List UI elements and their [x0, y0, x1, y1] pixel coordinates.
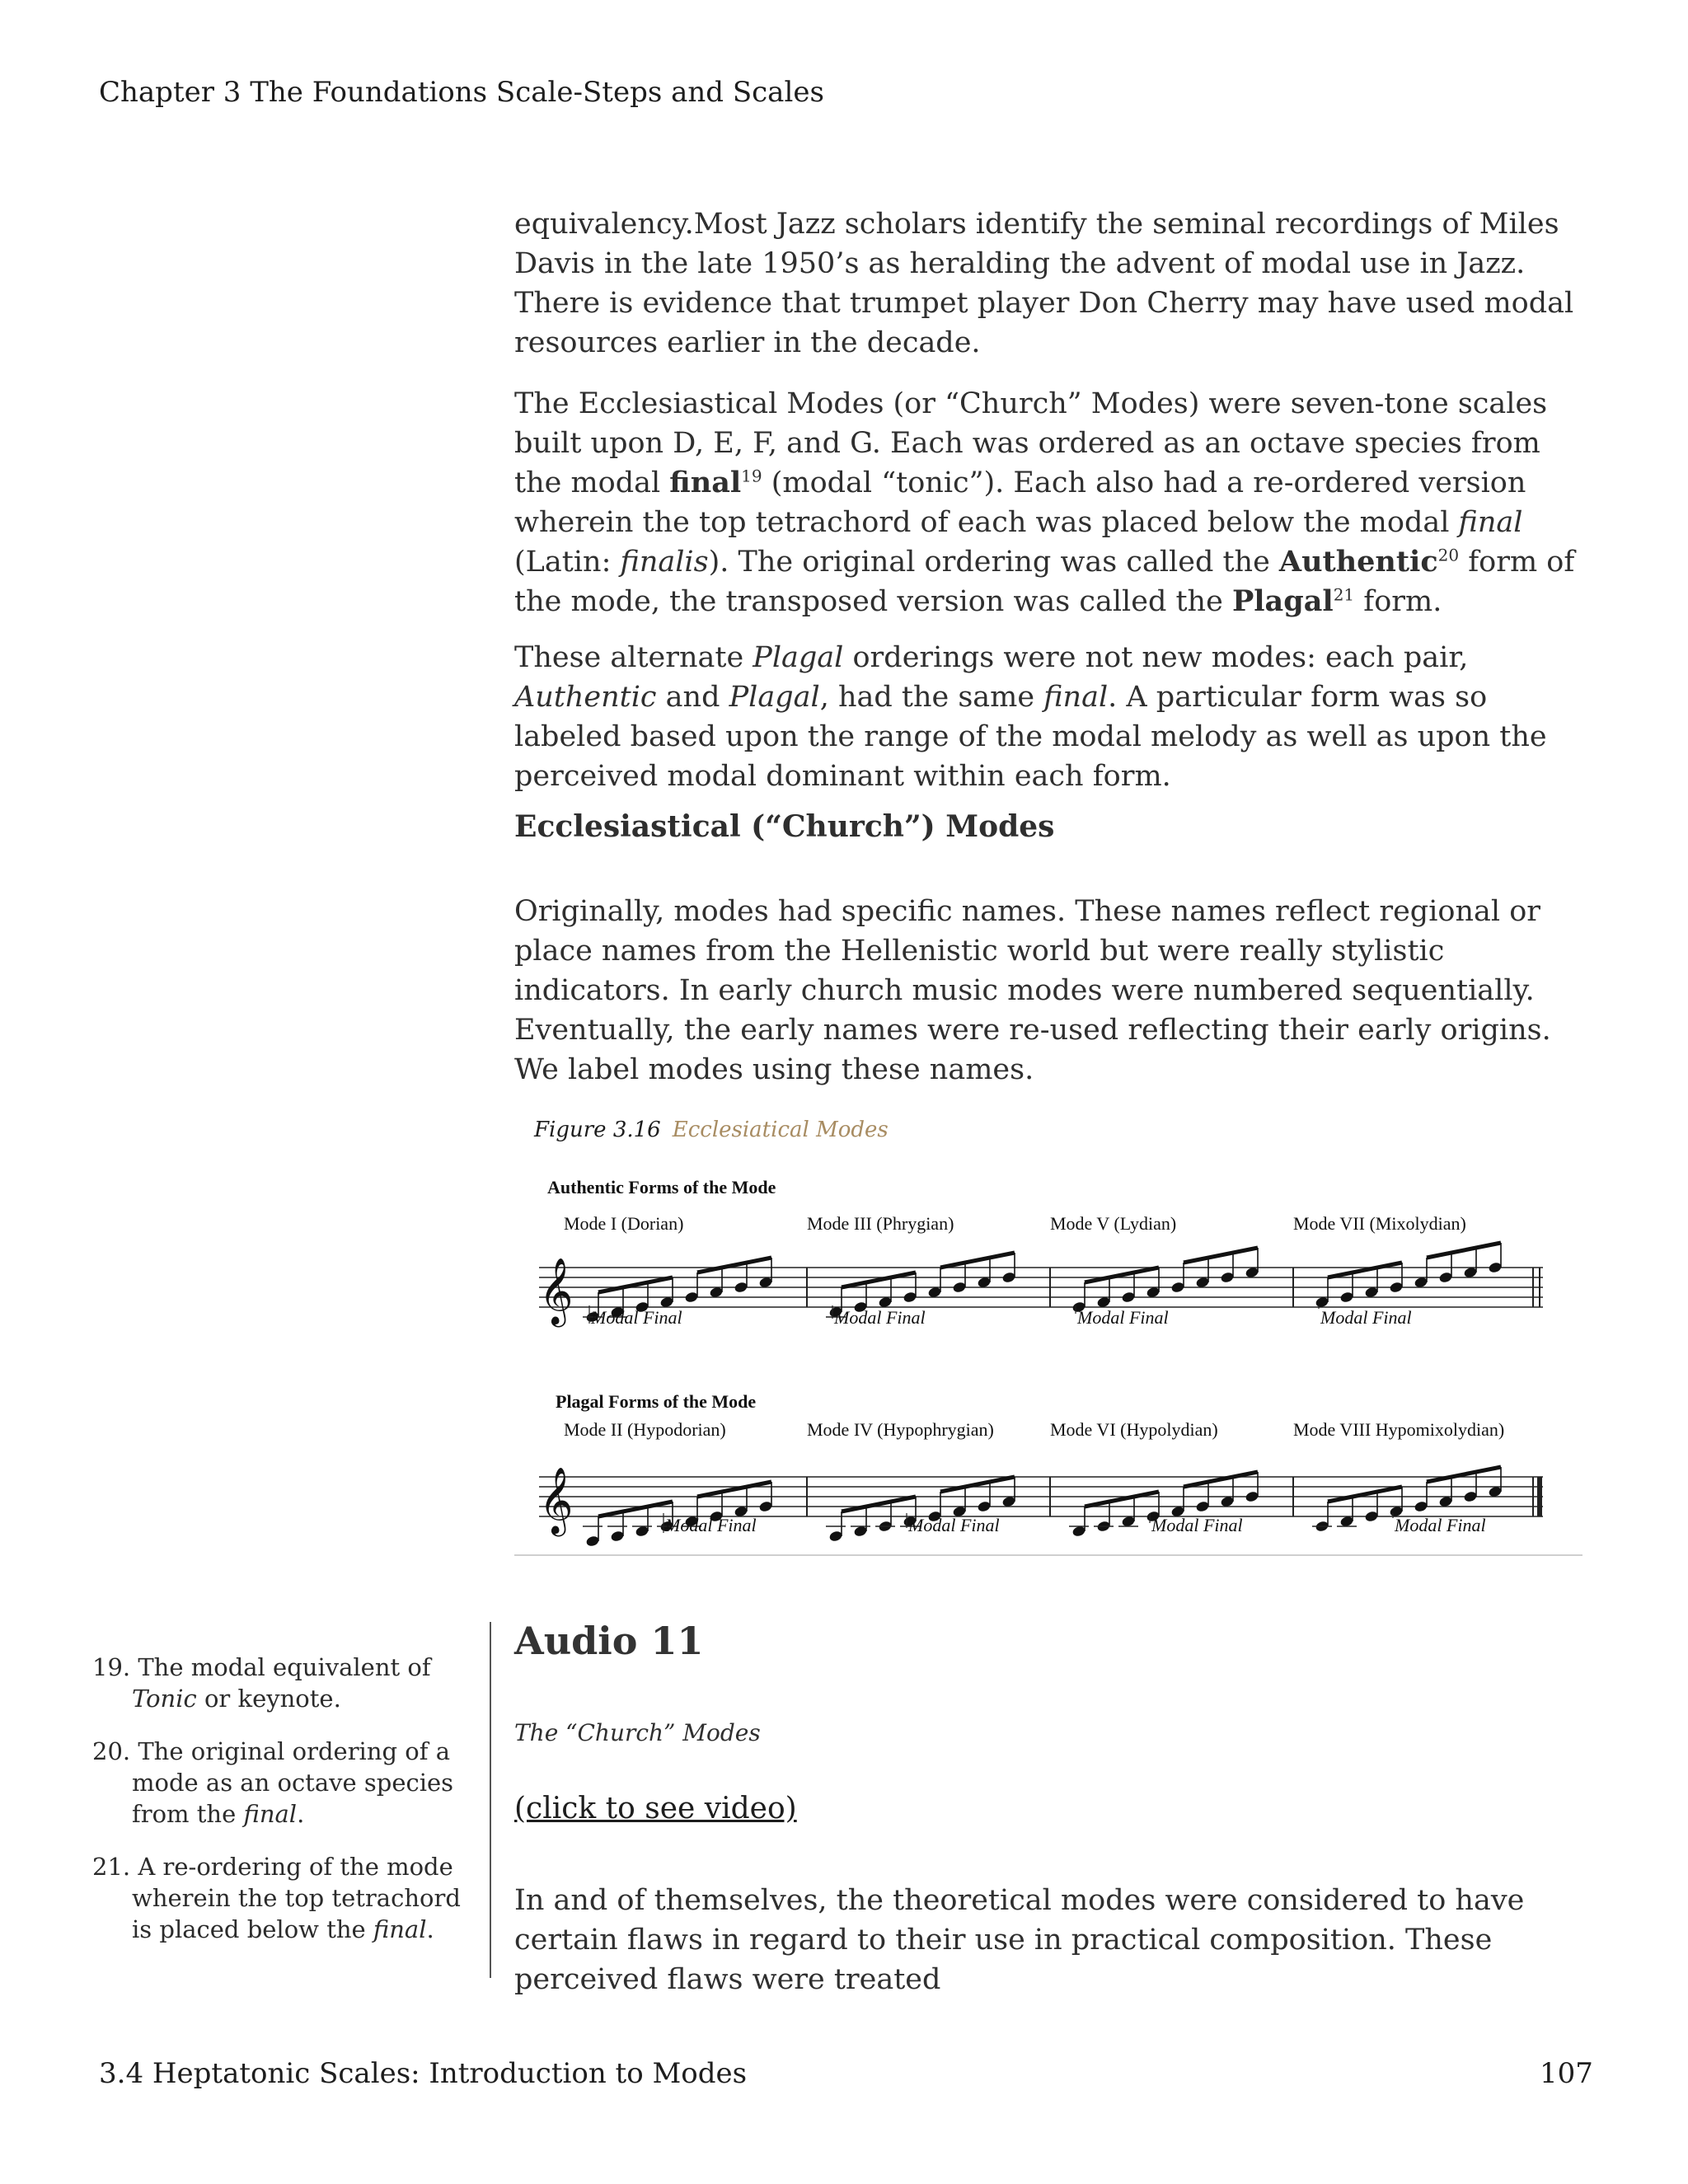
modal-final-label: Modal Final: [1395, 1515, 1486, 1535]
figure-bottom-rule: [514, 1554, 1582, 1556]
audio-subtitle: The “Church” Modes: [514, 1719, 761, 1746]
footnote-ref-21[interactable]: 21: [1333, 584, 1355, 605]
mode-label: Mode III (Phrygian): [807, 1213, 954, 1234]
modal-final-label: Modal Final: [1320, 1307, 1412, 1328]
audio-title: Audio 11: [514, 1619, 704, 1663]
footnote-ref-20[interactable]: 20: [1437, 545, 1460, 565]
note-beam: [598, 1502, 673, 1516]
note-beam: [1184, 1248, 1258, 1263]
authentic-forms-heading: Authentic Forms of the Mode: [547, 1177, 776, 1197]
footnotes-list: [92, 1652, 480, 1966]
note-beam: [940, 1477, 1015, 1492]
modal-final-label: Modal Final: [1077, 1307, 1169, 1328]
note-beam: [697, 1482, 771, 1497]
paragraph-jazz-modal: equivalency.Most Jazz scholars identify the seminal recordings of Miles Davis in the late 1950’s as heralding the advent of modal use in Jazz. There is evidence that trumpet player Don Cherry may have used modal resources earlier in the decade.: [514, 208, 1574, 359]
mode-label: Mode VIII Hypomixolydian): [1293, 1419, 1505, 1440]
paragraph-ecclesiastical-modes: The Ecclesiastical Modes (or “Church” Modes) were seven-tone scales built upon D, E, F, and G. Each was ordered as an octave species from the modal final$^{19}$ (modal “tonic”). Each also had a re-ordered version wherein the top tetrachord of each was placed below the modal final (Latin: finalis). The original ordering was called the Authentic$^{20}$ form of the mode, the transposed version was called the Plagal$^{21}$ form.: [514, 387, 1575, 618]
note-beam: [598, 1277, 673, 1292]
sidebar-divider: [490, 1622, 491, 1978]
note-beam: [1427, 1243, 1501, 1258]
paragraph-mode-names: Originally, modes had specific names. These names reflect regional or place names from the Hellenistic world but were really stylistic indicators. In early church music modes were numbered sequentially. Eventually, the early names were re-used reflecting their early origins. We label modes using these names.: [514, 895, 1551, 1086]
mode-label: Mode I (Dorian): [564, 1213, 684, 1234]
plagal-forms-heading: Plagal Forms of the Mode: [556, 1391, 757, 1412]
modal-final-label: Modal Final: [591, 1307, 682, 1328]
music-notation-figure: [514, 1160, 1582, 1561]
footnote-21: 21. A re-ordering of the mode wherein the top tetrachord is placed below the final.: [92, 1853, 461, 1943]
note-beam: [1085, 1268, 1159, 1282]
figure-caption: [534, 1118, 889, 1142]
footnote-19: 19. The modal equivalent of Tonic or keynote.: [92, 1653, 431, 1713]
note-beam: [1085, 1492, 1159, 1507]
treble-clef-icon: 𝄞: [539, 1466, 574, 1534]
footnote-20: 20. The original ordering of a mode as an octave species from the final.: [92, 1737, 454, 1828]
mode-label: Mode II (Hypodorian): [564, 1419, 726, 1440]
paragraph-plagal-orderings: These alternate Plagal orderings were not new modes: each pair, Authentic and Plagal, had the same final. A particular form was so labeled based upon the range of the modal melody as well as upon the perceived modal dominant within each form.: [514, 641, 1547, 793]
modal-final-label: Modal Final: [834, 1307, 926, 1328]
note-beam: [697, 1258, 771, 1272]
page-number: 107: [1540, 2057, 1593, 2090]
note-beam: [1184, 1472, 1258, 1487]
video-link[interactable]: (click to see video): [514, 1792, 797, 1825]
mode-label: Mode V (Lydian): [1050, 1213, 1177, 1234]
authentic-mode-labels: [564, 1213, 1466, 1234]
treble-clef-icon: 𝄞: [539, 1257, 574, 1324]
figure-number: Figure 3.16: [534, 1118, 661, 1142]
modal-final-label: Modal Final: [665, 1515, 757, 1535]
modal-final-label: Modal Final: [908, 1515, 1000, 1535]
footnote-ref-19[interactable]: 19: [741, 466, 762, 486]
note-beam: [1328, 1263, 1402, 1277]
footer-section-title: 3.4 Heptatonic Scales: Introduction to Modes: [99, 2057, 748, 2090]
modal-final-label: Modal Final: [1151, 1515, 1243, 1535]
paragraph-modal-flaws: In and of themselves, the theoretical modes were considered to have certain flaws in regard to their use in practical composition. These perceived flaws were treated: [514, 1884, 1525, 1996]
plagal-notes: [583, 1467, 1503, 1548]
plagal-mode-labels: [564, 1419, 1504, 1440]
authentic-final-labels: [589, 1305, 1412, 1328]
note-beam: [1427, 1467, 1501, 1482]
running-header: Chapter 3 The Foundations Scale-Steps and Scales: [99, 76, 824, 109]
note-beam: [940, 1253, 1015, 1268]
note-beam: [842, 1497, 916, 1511]
note-beam: [842, 1272, 916, 1287]
mode-label: Mode VII (Mixolydian): [1293, 1213, 1466, 1234]
figure-title: Ecclesiatical Modes: [672, 1118, 889, 1142]
mode-label: Mode IV (Hypophrygian): [807, 1419, 994, 1440]
mode-label: Mode VI (Hypolydian): [1050, 1419, 1218, 1440]
section-heading: Ecclesiastical (“Church”) Modes: [514, 809, 1055, 844]
note-beam: [1328, 1487, 1402, 1502]
